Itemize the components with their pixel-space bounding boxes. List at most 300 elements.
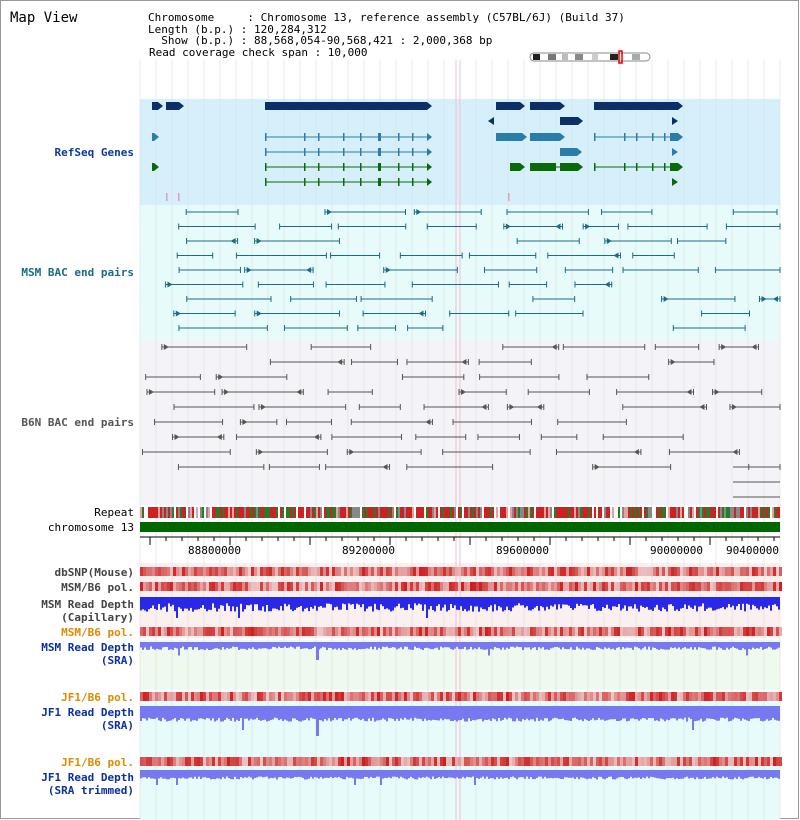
polymorphism-cell xyxy=(647,582,650,591)
repeat-element xyxy=(746,507,748,518)
polymorphism-cell xyxy=(368,582,371,591)
repeat-element xyxy=(524,507,526,518)
polymorphism-cell xyxy=(419,757,422,766)
read-depth-bar xyxy=(710,597,712,608)
repeat-element xyxy=(558,507,560,518)
polymorphism-cell xyxy=(593,627,596,636)
polymorphism-cell xyxy=(575,567,578,576)
read-depth-bar xyxy=(774,706,776,720)
polymorphism-cell xyxy=(482,757,485,766)
track-label-b6n-bac[interactable]: B6N BAC end pairs xyxy=(21,416,134,429)
read-depth-bar xyxy=(366,642,368,648)
read-depth-bar xyxy=(620,706,622,720)
repeat-element xyxy=(774,507,776,518)
polymorphism-cell xyxy=(713,567,716,576)
read-depth-bar xyxy=(470,770,472,777)
track-label-jf1-read-trimmed[interactable]: JF1 Read Depth xyxy=(41,771,134,784)
polymorphism-cell xyxy=(206,692,209,701)
read-depth-bar xyxy=(404,706,406,718)
polymorphism-cell xyxy=(338,582,341,591)
read-depth-bar xyxy=(238,597,240,618)
polymorphism-cell xyxy=(206,567,209,576)
read-depth-bar xyxy=(372,706,374,718)
repeat-element xyxy=(694,507,696,518)
read-depth-bar xyxy=(536,770,538,778)
polymorphism-cell xyxy=(479,582,482,591)
read-depth-bar xyxy=(400,770,402,777)
read-depth-bar xyxy=(654,642,656,648)
polymorphism-cell xyxy=(272,692,275,701)
polymorphism-cell xyxy=(473,567,476,576)
read-depth-bar xyxy=(220,597,222,605)
read-depth-bar xyxy=(476,770,478,778)
read-depth-bar xyxy=(140,770,142,778)
axis-tick-label: 90400000 xyxy=(726,544,779,557)
repeat-element xyxy=(644,507,646,518)
polymorphism-cell xyxy=(233,567,236,576)
polymorphism-cell xyxy=(554,692,557,701)
polymorphism-cell xyxy=(479,627,482,636)
read-depth-bar xyxy=(364,597,366,611)
read-depth-bar xyxy=(342,706,344,721)
track-label-refseq[interactable]: RefSeq Genes xyxy=(54,146,134,159)
polymorphism-cell xyxy=(458,627,461,636)
polymorphism-cell xyxy=(590,692,593,701)
polymorphism-cell xyxy=(341,692,344,701)
read-depth-bar xyxy=(508,770,510,779)
read-depth-bar xyxy=(394,706,396,721)
read-depth-bar xyxy=(308,706,310,720)
repeat-element xyxy=(754,507,756,518)
polymorphism-cell xyxy=(311,692,314,701)
polymorphism-cell xyxy=(770,757,773,766)
read-depth-bar xyxy=(288,642,290,648)
repeat-element xyxy=(248,507,250,518)
polymorphism-cell xyxy=(605,692,608,701)
read-depth-bar xyxy=(584,597,586,605)
read-depth-bar xyxy=(262,642,264,648)
polymorphism-cell xyxy=(572,692,575,701)
read-depth-bar xyxy=(392,706,394,719)
read-depth-bar xyxy=(218,642,220,649)
read-depth-bar xyxy=(456,706,458,722)
read-depth-bar xyxy=(262,770,264,777)
read-depth-bar xyxy=(386,770,388,778)
polymorphism-cell xyxy=(326,582,329,591)
repeat-element xyxy=(622,507,624,518)
polymorphism-cell xyxy=(299,582,302,591)
read-depth-bar xyxy=(170,770,172,778)
read-depth-bar xyxy=(184,770,186,778)
polymorphism-cell xyxy=(371,692,374,701)
gene-exon xyxy=(664,163,666,171)
polymorphism-cell xyxy=(542,582,545,591)
polymorphism-cell xyxy=(194,757,197,766)
polymorphism-cell xyxy=(776,582,779,591)
read-depth-bar xyxy=(558,770,560,778)
polymorphism-cell xyxy=(464,627,467,636)
polymorphism-cell xyxy=(542,627,545,636)
read-depth-bar xyxy=(302,597,304,611)
read-depth-bar xyxy=(260,706,262,721)
polymorphism-cell xyxy=(422,567,425,576)
read-depth-bar xyxy=(764,770,766,777)
polymorphism-cell xyxy=(410,567,413,576)
polymorphism-cell xyxy=(737,582,740,591)
polymorphism-cell xyxy=(569,582,572,591)
read-depth-bar xyxy=(380,642,382,649)
polymorphism-cell xyxy=(494,757,497,766)
polymorphism-cell xyxy=(347,757,350,766)
polymorphism-cell xyxy=(572,627,575,636)
read-depth-bar xyxy=(756,706,758,718)
polymorphism-cell xyxy=(704,567,707,576)
read-depth-bar xyxy=(384,770,386,778)
gene-marker xyxy=(508,193,510,201)
read-depth-bar xyxy=(778,642,780,648)
polymorphism-cell xyxy=(269,567,272,576)
repeat-element xyxy=(456,507,458,518)
polymorphism-cell xyxy=(161,567,164,576)
read-depth-bar xyxy=(618,770,620,777)
repeat-element xyxy=(228,507,230,518)
polymorphism-cell xyxy=(395,567,398,576)
polymorphism-cell xyxy=(665,627,668,636)
polymorphism-cell xyxy=(212,567,215,576)
track-label-jf1-pol-2[interactable]: JF1/B6 pol. xyxy=(61,756,134,769)
read-depth-bar xyxy=(142,770,144,777)
read-depth-bar xyxy=(392,642,394,647)
read-depth-bar xyxy=(280,642,282,648)
polymorphism-cell xyxy=(263,627,266,636)
repeat-element xyxy=(312,507,314,518)
polymorphism-cell xyxy=(719,582,722,591)
read-depth-bar xyxy=(298,642,300,647)
track-label-jf1-read-sra[interactable]: JF1 Read Depth xyxy=(41,706,134,719)
read-depth-bar xyxy=(620,597,622,610)
read-depth-bar xyxy=(292,770,294,778)
read-depth-bar xyxy=(222,770,224,777)
read-depth-bar xyxy=(242,770,244,778)
repeat-element xyxy=(772,507,774,518)
polymorphism-cell xyxy=(737,692,740,701)
polymorphism-cell xyxy=(236,757,239,766)
polymorphism-cell xyxy=(701,757,704,766)
read-depth-bar xyxy=(450,642,452,649)
read-depth-bar xyxy=(562,642,564,647)
read-depth-bar xyxy=(180,642,182,648)
read-depth-bar xyxy=(568,642,570,649)
read-depth-bar xyxy=(420,706,422,719)
polymorphism-cell xyxy=(638,567,641,576)
read-depth-bar xyxy=(666,770,668,778)
polymorphism-cell xyxy=(362,757,365,766)
read-depth-bar xyxy=(566,706,568,720)
polymorphism-cell xyxy=(761,692,764,701)
read-depth-bar xyxy=(740,642,742,650)
read-depth-bar xyxy=(502,642,504,647)
polymorphism-cell xyxy=(269,627,272,636)
polymorphism-cell xyxy=(629,692,632,701)
polymorphism-cell xyxy=(158,627,161,636)
read-depth-bar xyxy=(404,642,406,647)
polymorphism-cell xyxy=(734,692,737,701)
gene-exon xyxy=(265,148,267,156)
read-depth-bar xyxy=(734,706,736,718)
polymorphism-cell xyxy=(626,582,629,591)
read-depth-bar xyxy=(498,770,500,779)
gene-exon xyxy=(360,178,362,186)
read-depth-bar xyxy=(742,642,744,648)
read-depth-bar xyxy=(144,597,146,610)
repeat-element xyxy=(530,507,532,518)
polymorphism-cell xyxy=(575,692,578,701)
repeat-element xyxy=(162,507,164,518)
polymorphism-cell xyxy=(779,757,782,766)
read-depth-bar xyxy=(364,706,366,721)
read-depth-bar xyxy=(370,597,372,606)
track-label-msm-pol[interactable]: MSM/B6 pol. xyxy=(61,581,134,594)
read-depth-bar xyxy=(464,597,466,609)
read-depth-bar xyxy=(246,706,248,719)
read-depth-bar xyxy=(382,642,384,647)
read-depth-bar xyxy=(344,706,346,719)
polymorphism-cell xyxy=(233,582,236,591)
polymorphism-cell xyxy=(512,757,515,766)
read-depth-bar xyxy=(456,597,458,610)
read-depth-bar xyxy=(374,770,376,778)
polymorphism-cell xyxy=(539,567,542,576)
polymorphism-cell xyxy=(302,627,305,636)
read-depth-bar xyxy=(712,770,714,777)
read-depth-bar xyxy=(208,597,210,610)
read-depth-bar xyxy=(520,706,522,721)
read-depth-bar xyxy=(478,770,480,779)
polymorphism-cell xyxy=(140,582,143,591)
read-depth-bar xyxy=(320,597,322,606)
read-depth-bar xyxy=(212,642,214,649)
repeat-element xyxy=(526,507,528,518)
read-depth-bar xyxy=(386,642,388,647)
read-depth-bar xyxy=(154,706,156,719)
polymorphism-cell xyxy=(620,627,623,636)
polymorphism-cell xyxy=(350,627,353,636)
polymorphism-cell xyxy=(668,567,671,576)
read-depth-bar xyxy=(500,597,502,607)
read-depth-bar xyxy=(210,642,212,650)
read-depth-bar xyxy=(622,597,624,609)
read-depth-bar xyxy=(704,770,706,777)
polymorphism-cell xyxy=(224,692,227,701)
polymorphism-cell xyxy=(428,757,431,766)
polymorphism-cell xyxy=(659,692,662,701)
read-depth-bar xyxy=(388,597,390,610)
read-depth-bar xyxy=(640,642,642,650)
polymorphism-cell xyxy=(668,692,671,701)
polymorphism-cell xyxy=(743,627,746,636)
polymorphism-cell xyxy=(254,757,257,766)
gene-exon xyxy=(265,178,267,186)
polymorphism-cell xyxy=(686,757,689,766)
read-depth-bar xyxy=(708,770,710,778)
read-depth-bar xyxy=(382,597,384,606)
repeat-element xyxy=(434,507,436,518)
read-depth-bar xyxy=(402,597,404,608)
read-depth-bar xyxy=(568,597,570,606)
read-depth-bar xyxy=(682,642,684,648)
polymorphism-cell xyxy=(215,757,218,766)
read-depth-bar xyxy=(704,706,706,721)
polymorphism-cell xyxy=(650,757,653,766)
polymorphism-cell xyxy=(230,627,233,636)
read-depth-bar xyxy=(176,706,178,721)
track-label-msm-bac[interactable]: MSM BAC end pairs xyxy=(21,266,134,279)
track-label-dbsnp[interactable]: dbSNP(Mouse) xyxy=(54,566,134,579)
polymorphism-cell xyxy=(143,627,146,636)
polymorphism-cell xyxy=(389,692,392,701)
read-depth-bar xyxy=(168,706,170,721)
polymorphism-cell xyxy=(407,582,410,591)
read-depth-bar xyxy=(234,597,236,611)
repeat-element xyxy=(422,507,424,518)
read-depth-bar xyxy=(734,770,736,778)
track-label-jf1-pol[interactable]: JF1/B6 pol. xyxy=(61,691,134,704)
polymorphism-cell xyxy=(275,757,278,766)
read-depth-bar xyxy=(358,642,360,649)
read-depth-bar xyxy=(228,706,230,719)
read-depth-bar xyxy=(506,706,508,719)
polymorphism-cell xyxy=(347,567,350,576)
repeat-element xyxy=(562,507,564,518)
polymorphism-cell xyxy=(266,627,269,636)
repeat-element xyxy=(692,507,694,518)
polymorphism-cell xyxy=(167,582,170,591)
polymorphism-cell xyxy=(752,567,755,576)
polymorphism-cell xyxy=(473,627,476,636)
read-depth-bar xyxy=(214,706,216,722)
polymorphism-cell xyxy=(248,582,251,591)
read-depth-bar xyxy=(140,706,142,721)
read-depth-bar xyxy=(320,642,322,648)
read-depth-bar xyxy=(472,706,474,720)
polymorphism-cell xyxy=(632,582,635,591)
polymorphism-cell xyxy=(701,567,704,576)
polymorphism-cell xyxy=(410,582,413,591)
read-depth-bar xyxy=(328,597,330,604)
read-depth-bar xyxy=(450,597,452,604)
read-depth-bar xyxy=(758,770,760,777)
repeat-element xyxy=(468,507,470,518)
repeat-element xyxy=(684,507,686,518)
polymorphism-cell xyxy=(638,627,641,636)
track-label-chromosome[interactable]: chromosome 13 xyxy=(47,521,134,534)
read-depth-bar xyxy=(182,642,184,647)
repeat-element xyxy=(376,507,378,518)
polymorphism-cell xyxy=(443,582,446,591)
read-depth-bar xyxy=(504,642,506,650)
gene-exon xyxy=(343,148,345,156)
read-depth-bar xyxy=(606,597,608,605)
repeat-element xyxy=(578,507,580,518)
track-label-msm-read-sra[interactable]: MSM Read Depth xyxy=(41,641,134,654)
read-depth-bar xyxy=(474,770,476,785)
read-depth-bar xyxy=(178,642,180,656)
read-depth-bar xyxy=(272,706,274,719)
repeat-element xyxy=(506,507,508,518)
polymorphism-cell xyxy=(734,582,737,591)
read-depth-bar xyxy=(712,642,714,647)
read-depth-bar xyxy=(620,770,622,777)
read-depth-bar xyxy=(270,642,272,649)
repeat-element xyxy=(184,507,186,518)
read-depth-bar xyxy=(260,770,262,777)
read-depth-bar xyxy=(688,706,690,718)
polymorphism-cell xyxy=(401,692,404,701)
polymorphism-cell xyxy=(773,567,776,576)
read-depth-bar xyxy=(700,597,702,606)
read-depth-bar xyxy=(542,770,544,779)
gene-exon xyxy=(530,102,560,110)
read-depth-bar xyxy=(446,642,448,647)
polymorphism-cell xyxy=(425,582,428,591)
polymorphism-cell xyxy=(221,582,224,591)
read-depth-bar xyxy=(362,642,364,649)
read-depth-bar xyxy=(732,770,734,779)
read-depth-bar xyxy=(178,706,180,720)
read-depth-bar xyxy=(454,770,456,778)
read-depth-bar xyxy=(340,597,342,610)
read-depth-bar xyxy=(664,770,666,779)
polymorphism-cell xyxy=(422,692,425,701)
polymorphism-cell xyxy=(695,582,698,591)
polymorphism-cell xyxy=(176,567,179,576)
polymorphism-cell xyxy=(353,757,356,766)
polymorphism-cell xyxy=(239,692,242,701)
polymorphism-cell xyxy=(341,627,344,636)
read-depth-bar xyxy=(330,642,332,648)
polymorphism-cell xyxy=(518,757,521,766)
polymorphism-cell xyxy=(158,582,161,591)
read-depth-bar xyxy=(424,642,426,648)
polymorphism-cell xyxy=(335,757,338,766)
polymorphism-cell xyxy=(398,627,401,636)
gene-exon xyxy=(304,163,306,171)
polymorphism-cell xyxy=(575,627,578,636)
repeat-element xyxy=(660,507,662,518)
read-depth-bar xyxy=(688,597,690,606)
track-label-repeat[interactable]: Repeat xyxy=(94,506,134,519)
read-depth-bar xyxy=(466,770,468,777)
read-depth-bar xyxy=(328,770,330,778)
polymorphism-cell xyxy=(350,692,353,701)
read-depth-bar xyxy=(436,642,438,648)
polymorphism-cell xyxy=(248,567,251,576)
read-depth-bar xyxy=(224,597,226,611)
track-label-msm-pol-2[interactable]: MSM/B6 pol. xyxy=(61,626,134,639)
read-depth-bar xyxy=(356,642,358,650)
polymorphism-cell xyxy=(635,757,638,766)
read-depth-bar xyxy=(592,642,594,650)
read-depth-bar xyxy=(656,642,658,649)
read-depth-bar xyxy=(304,597,306,609)
read-depth-bar xyxy=(428,770,430,778)
repeat-element xyxy=(652,507,654,518)
read-depth-bar xyxy=(150,706,152,719)
read-depth-bar xyxy=(686,642,688,649)
read-depth-bar xyxy=(462,706,464,719)
track-label-msm-read-capillary[interactable]: MSM Read Depth xyxy=(41,598,134,611)
polymorphism-cell xyxy=(683,627,686,636)
